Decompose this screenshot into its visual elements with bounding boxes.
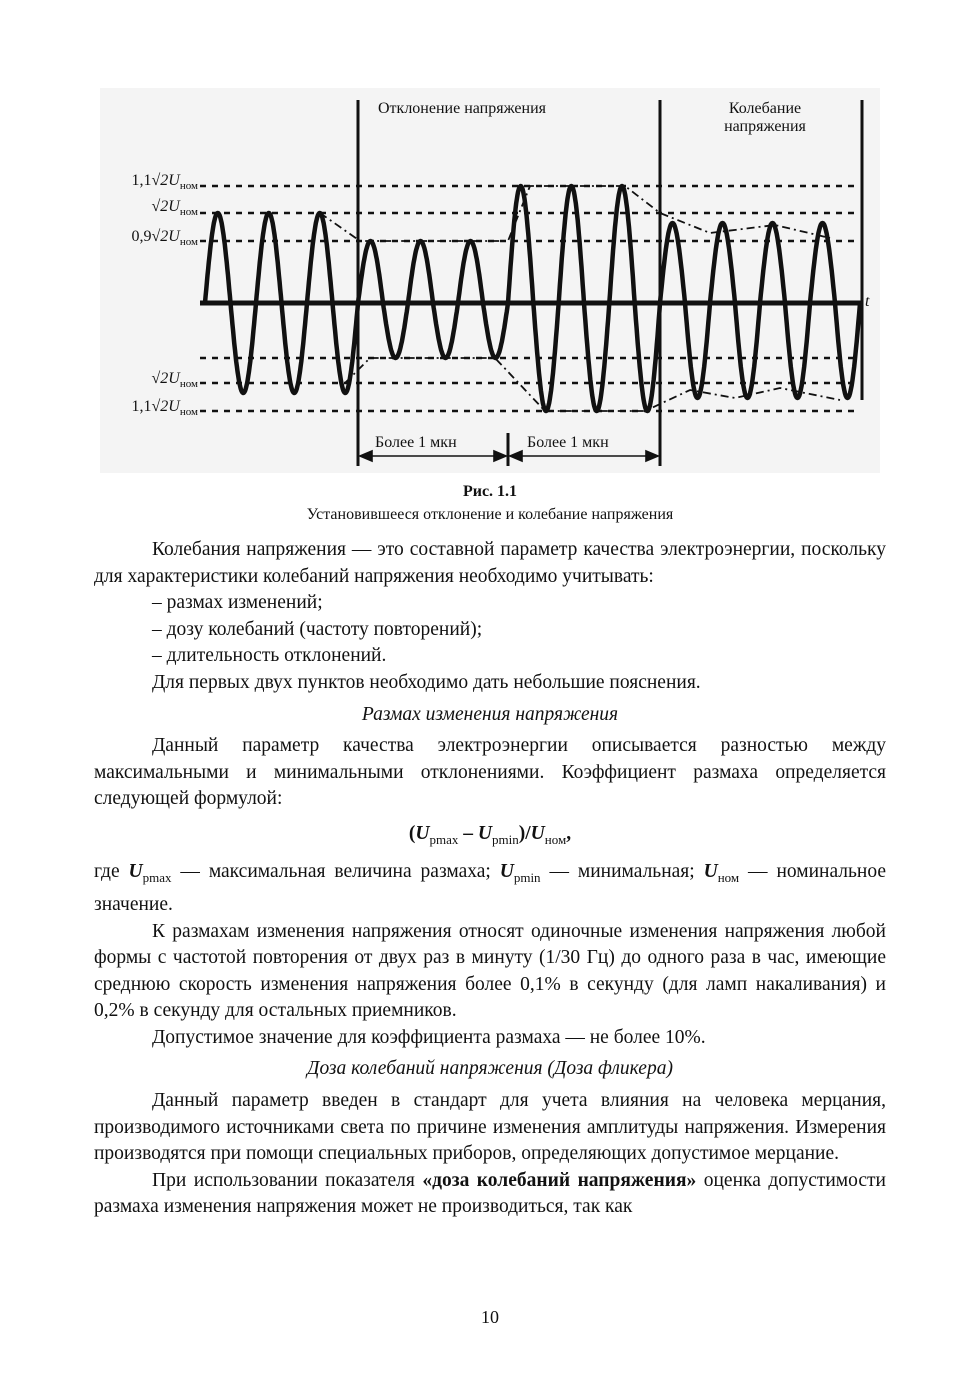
voltage-waveform-diagram (100, 88, 880, 473)
paragraph-6: Допустимое значение для коэффициента размаха — не более 10%. (152, 1026, 706, 1048)
list-item-text: длительность отклонений. (166, 645, 387, 667)
formula-part: )/ (518, 822, 531, 844)
list-item (94, 617, 886, 644)
level-symbol: √2U (151, 228, 180, 245)
region-label-fluctuation-line2: напряжения (724, 118, 806, 135)
paragraph-5: К размахам изменения напряжения относят одиночные изменения напряжения любой формы с частотой повторения от двух раз в минуту (1/30 Гц) до одного раза в час, имеющие среднюю скорость изменения напряжения более 0,1% в секунду (для ламп накаливания) и 0,2% в секунду для остальных приемников. (94, 920, 886, 1022)
text-run: — номинальное значение. (94, 861, 887, 915)
region-label-deviation: Отклонение напряжения (378, 100, 546, 117)
level-prefix: 0,9 (131, 228, 152, 245)
level-label-minus-1.1 (100, 398, 198, 418)
section-heading-2: Доза колебаний напряжения (Доза фликера) (307, 1058, 673, 1080)
formula-part: , (566, 822, 572, 844)
level-sub: ном (179, 180, 198, 193)
symbol-u: U (499, 861, 514, 883)
voltage-figure (100, 88, 880, 473)
formula-u: U (477, 822, 492, 844)
formula-u: U (530, 822, 545, 844)
subscript: ном (717, 870, 740, 886)
level-prefix: 1,1 (131, 398, 152, 415)
formula-part: ( (408, 822, 416, 844)
level-label-plus-1.0 (100, 198, 198, 218)
subscript: pmax (142, 870, 172, 886)
list-item-text: дозу колебаний (частоту повторений); (166, 618, 483, 640)
figure-number: Рис. 1.1 (462, 483, 518, 500)
body-text (94, 537, 886, 1221)
figure-caption: Установившееся отклонение и колебание напряжения (306, 506, 674, 523)
list-marker: – (152, 618, 162, 640)
bold-term: «доза колебаний напряжения» (422, 1169, 697, 1191)
formula (94, 813, 886, 859)
formula-sub: ном (544, 831, 567, 847)
interval-2-label: Более 1 мкн (527, 434, 609, 451)
text-run: где (94, 861, 129, 883)
level-label-plus-1.1 (100, 172, 198, 192)
symbol-u: U (703, 861, 718, 883)
formula-u: U (415, 822, 430, 844)
text-run: — максимальная величина размаха; (171, 861, 500, 883)
text-run: — минимальная; (540, 861, 704, 883)
paragraph-4 (94, 859, 886, 918)
t-axis-label: t (865, 293, 870, 310)
level-sub: ном (179, 206, 198, 219)
level-prefix: 1,1 (131, 172, 152, 189)
paragraph-1: Колебания напряжения — это составной параметр качества электроэнергии, поскольку для характеристики колебаний напряжения необходимо учитывать: (94, 539, 886, 587)
formula-part: – (458, 822, 478, 844)
level-label-minus-1.0 (100, 370, 198, 390)
region-label-fluctuation (710, 100, 820, 136)
region-label-fluctuation-line1: Колебание (728, 100, 802, 117)
list-item-text: размах изменений; (166, 592, 323, 614)
level-symbol: √2U (151, 172, 180, 189)
paragraph-7: Данный параметр введен в стандарт для учета влияния на человека мерцания, производимого источниками света по причине изменения амплитуды напряжения. Измерения производятся при помощи специальных приборов, определяющих допустимое мерцание. (94, 1090, 886, 1165)
text-run: При использовании показателя (152, 1169, 423, 1191)
subscript: pmin (513, 870, 541, 886)
text-run: оценка допустимости размаха изменения напряжения может не производиться, так как (94, 1169, 886, 1218)
section-heading-1: Размах изменения напряжения (361, 703, 619, 725)
symbol-u: U (128, 861, 143, 883)
paragraph-8 (94, 1168, 886, 1221)
list-item (94, 643, 886, 670)
level-symbol: √2U (151, 398, 180, 415)
level-symbol: √2U (151, 370, 180, 387)
level-symbol: √2U (151, 198, 180, 215)
list-marker: – (152, 592, 162, 614)
level-sub: ном (179, 406, 198, 419)
formula-sub: pmax (429, 831, 459, 847)
paragraph-2: Для первых двух пунктов необходимо дать небольшие пояснения. (152, 671, 701, 693)
level-label-plus-0.9 (100, 228, 198, 248)
paragraph-3: Данный параметр качества электроэнергии описывается разностью между максимальными и минимальными отклонениями. Коэффициент размаха определяется следующей формулой: (94, 735, 886, 810)
list-item (94, 590, 886, 617)
level-sub: ном (179, 236, 198, 249)
interval-1-label: Более 1 мкн (375, 434, 457, 451)
page-number: 10 (481, 1307, 499, 1327)
formula-sub: pmin (492, 831, 519, 847)
list-marker: – (152, 645, 162, 667)
level-sub: ном (179, 378, 198, 391)
